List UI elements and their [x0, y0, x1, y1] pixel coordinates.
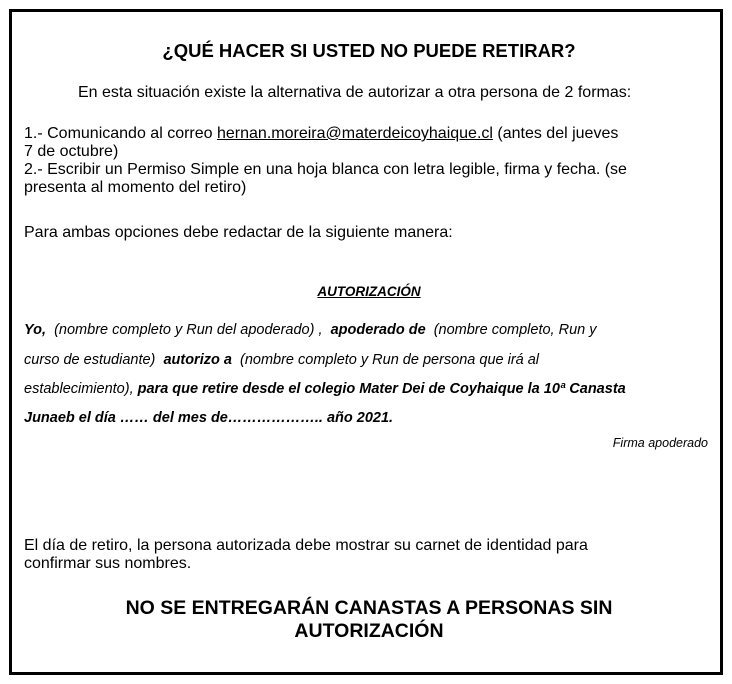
- email-link[interactable]: hernan.moreira@materdeicoyhaique.cl: [217, 125, 493, 142]
- retiro-line-1: El día de retiro, la persona autorizada debe mostrar su carnet de identidad para: [24, 537, 588, 554]
- auth-yo: Yo,: [24, 322, 47, 338]
- authorization-line-2: [24, 352, 539, 368]
- auth-p5: establecimiento),: [24, 381, 134, 397]
- auth-p3: curso de estudiante): [24, 352, 156, 368]
- retiro-line-2: confirmar sus nombres.: [24, 555, 192, 572]
- authorization-line-1: [24, 322, 597, 338]
- page-title: ¿QUÉ HACER SI USTED NO PUEDE RETIRAR?: [162, 40, 576, 61]
- final-warning-line-1: NO SE ENTREGARÁN CANASTAS A PERSONAS SIN: [125, 597, 613, 619]
- auth-para: para que retire desde el colegio Mater Dei de Coyhaique la 10ª Canasta: [137, 381, 626, 397]
- auth-p1: (nombre completo y Run del apoderado) ,: [54, 322, 323, 338]
- option-1-prefix: 1.- Comunicando al correo: [24, 125, 213, 142]
- auth-autorizo-a: autorizo a: [163, 352, 232, 368]
- option-2-line: 2.- Escribir un Permiso Simple en una hoja blanca con letra legible, firma y fecha. (se: [24, 161, 627, 178]
- authorization-heading: AUTORIZACIÓN: [317, 284, 421, 299]
- authorization-line-4: Junaeb el día …… del mes de……………….. año 2021.: [24, 410, 394, 426]
- option-1-line: [24, 125, 618, 143]
- authorization-line-3: [24, 381, 626, 397]
- final-warning-line-2: AUTORIZACIÓN: [294, 620, 444, 642]
- auth-p2: (nombre completo, Run y: [433, 322, 597, 338]
- document-frame: [9, 9, 723, 675]
- signature-label: Firma apoderado: [612, 436, 708, 450]
- option-1-suffix: (antes del jueves: [497, 125, 619, 142]
- instruction-text: Para ambas opciones debe redactar de la siguiente manera:: [24, 224, 453, 241]
- auth-p4: (nombre completo y Run de persona que irá al: [240, 352, 540, 368]
- auth-apoderado-de: apoderado de: [330, 322, 426, 338]
- option-2-line-2: presenta al momento del retiro): [24, 179, 247, 196]
- intro-text: En esta situación existe la alternativa de autorizar a otra persona de 2 formas:: [78, 84, 632, 101]
- option-1-line-2: 7 de octubre): [24, 143, 119, 160]
